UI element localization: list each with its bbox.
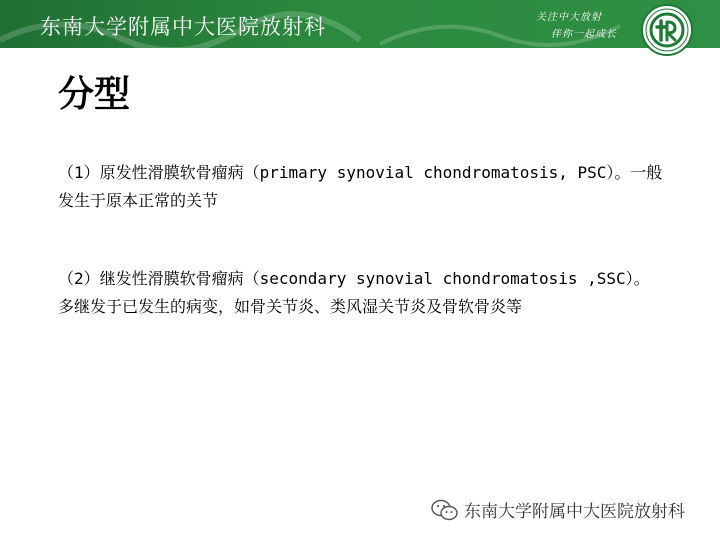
hospital-logo-icon (640, 3, 694, 57)
footer-watermark (430, 497, 685, 522)
slide-heading: 分型 (58, 74, 131, 115)
header-title: 东南大学附属中大医院放射科 (40, 15, 326, 39)
header-bar (0, 0, 720, 48)
header-slogan-line1: 关注中大放射 (536, 12, 602, 23)
paragraph-secondary-type: （2）继发性滑膜软骨瘤病（secondary synovial chondromatosis ,SSC）。多继发于已发生的病变，如骨关节炎、类风湿关节炎及骨软骨炎等 (58, 269, 650, 316)
wechat-icon (430, 498, 460, 522)
header-slogan-line2: 伴你一起成长 (551, 29, 617, 40)
footer-text: 东南大学附属中大医院放射科 (464, 502, 685, 522)
paragraph-primary-type: （1）原发性滑膜软骨瘤病（primary synovial chondromatosis, PSC）。一般发生于原本正常的关节 (58, 163, 663, 210)
